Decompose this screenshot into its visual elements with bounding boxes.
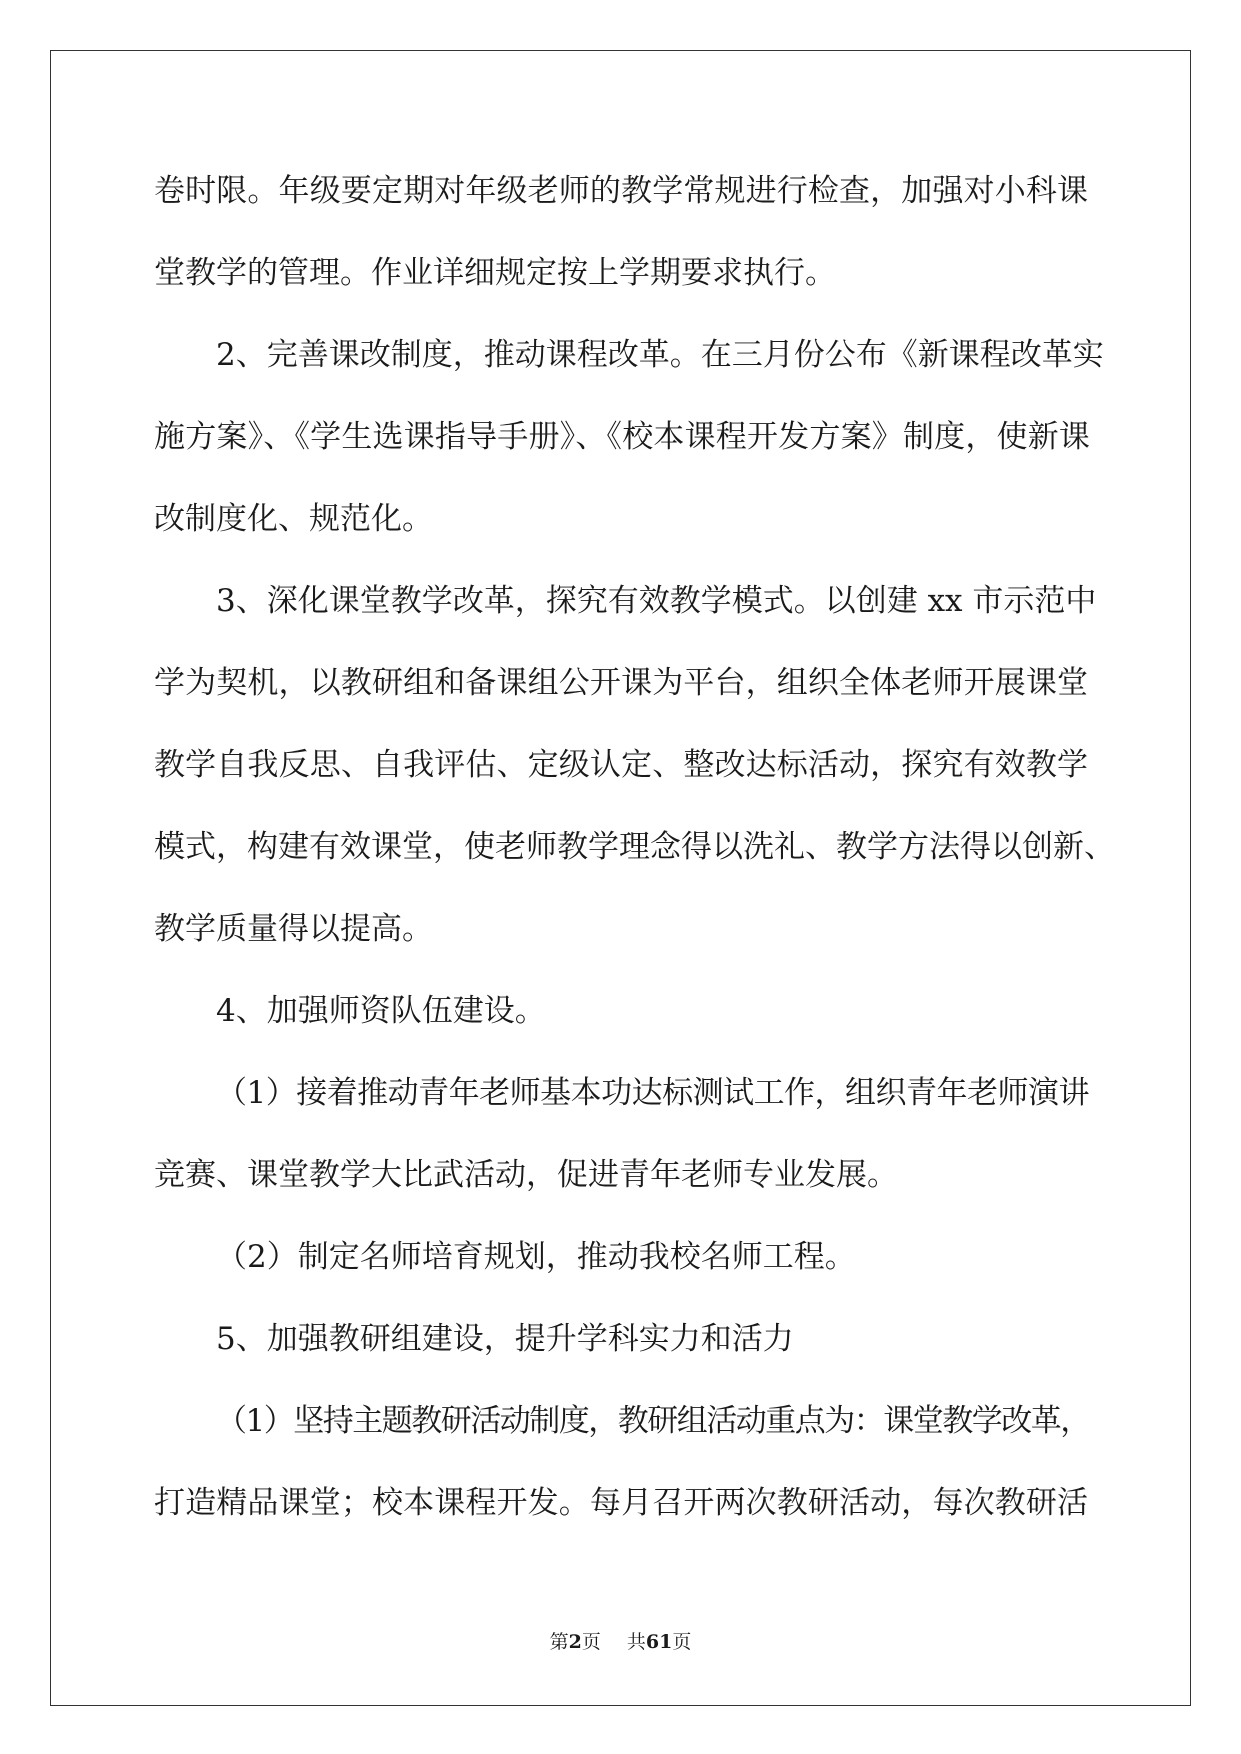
total-pages: 61	[645, 1631, 673, 1653]
text-line: （2）制定名师培育规划，推动我校名师工程。	[216, 1239, 856, 1275]
text-line: 3、深化课堂教学改革，探究有效教学模式。以创建 xx 市示范中	[216, 583, 1097, 619]
page-footer	[0, 1628, 1241, 1656]
page-number: 2	[568, 1631, 582, 1653]
text-line: 模式，构建有效课堂，使老师教学理念得以洗礼、教学方法得以创新、	[154, 829, 1115, 865]
text-line: 打造精品课堂；校本课程开发。每月召开两次教研活动，每次教研活	[154, 1485, 1088, 1521]
text-line: 5、加强教研组建设，提升学科实力和活力	[216, 1321, 794, 1357]
page-number-prefix: 第	[549, 1631, 569, 1653]
text-line: 改制度化、规范化。	[154, 501, 433, 537]
body-text	[154, 150, 1115, 1544]
total-pages-suffix: 页	[672, 1631, 692, 1653]
text-line: 教学质量得以提高。	[154, 911, 433, 947]
text-line: 施方案》、《学生选课指导手册》、《校本课程开发方案》制度，使新课	[154, 419, 1088, 455]
page-number-suffix: 页	[581, 1631, 601, 1653]
text-line: 卷时限。年级要定期对年级老师的教学常规进行检查，加强对小科课	[154, 173, 1088, 209]
text-line: 2、完善课改制度，推动课程改革。在三月份公布《新课程改革实	[216, 337, 1104, 373]
text-line: 竞赛、课堂教学大比武活动，促进青年老师专业发展。	[154, 1157, 898, 1193]
text-line: （1）坚持主题教研活动制度，教研组活动重点为：课堂教学改革，	[216, 1403, 1090, 1439]
text-line: （1）接着推动青年老师基本功达标测试工作，组织青年老师演讲	[216, 1075, 1088, 1111]
text-line: 学为契机，以教研组和备课组公开课为平台，组织全体老师开展课堂	[154, 665, 1088, 701]
text-line: 4、加强师资队伍建设。	[216, 993, 546, 1029]
text-line: 教学自我反思、自我评估、定级认定、整改达标活动，探究有效教学	[154, 747, 1088, 783]
text-line: 堂教学的管理。作业详细规定按上学期要求执行。	[154, 255, 836, 291]
total-pages-prefix: 共	[626, 1631, 646, 1653]
